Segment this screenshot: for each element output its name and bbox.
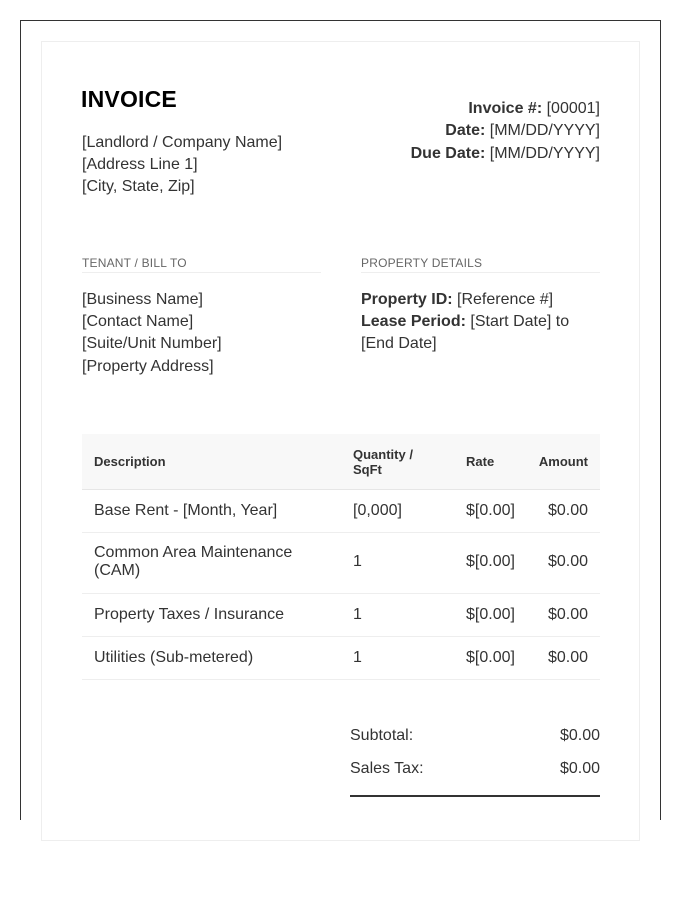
due-date-label: Due Date: bbox=[410, 145, 486, 162]
totals-divider bbox=[350, 795, 600, 797]
table-header bbox=[82, 434, 600, 490]
row-description: Utilities (Sub-metered) bbox=[94, 649, 254, 666]
header-description: Description bbox=[94, 454, 166, 469]
header-quantity-line2: SqFt bbox=[353, 462, 382, 477]
landlord-city-state-zip: [City, State, Zip] bbox=[82, 178, 195, 195]
subtotal-label: Subtotal: bbox=[350, 727, 414, 744]
sales-tax-label: Sales Tax: bbox=[350, 760, 424, 777]
tenant-contact-name: [Contact Name] bbox=[82, 313, 194, 330]
invoice-date-value: [MM/DD/YYYY] bbox=[489, 122, 600, 139]
row-description bbox=[94, 544, 292, 580]
invoice-title: INVOICE bbox=[81, 86, 177, 112]
row-rate: $[0.00] bbox=[466, 606, 515, 623]
table-row bbox=[82, 490, 600, 533]
row-amount: $0.00 bbox=[547, 606, 588, 623]
lease-period-line bbox=[361, 313, 569, 331]
header-amount: Amount bbox=[538, 454, 588, 469]
invoice-date-line bbox=[445, 122, 600, 140]
lease-period-label: Lease Period: bbox=[361, 313, 466, 330]
row-rate: $[0.00] bbox=[466, 502, 515, 519]
row-description: Property Taxes / Insurance bbox=[94, 606, 285, 623]
tenant-divider bbox=[82, 272, 321, 273]
header-rate: Rate bbox=[466, 454, 495, 469]
table-row bbox=[82, 533, 600, 594]
row-amount: $0.00 bbox=[547, 502, 588, 519]
table-row bbox=[82, 637, 600, 680]
tenant-heading: TENANT / BILL TO bbox=[82, 256, 187, 270]
invoice-number-label: Invoice #: bbox=[468, 100, 543, 117]
row-amount: $0.00 bbox=[547, 553, 588, 570]
row-description-line2: (CAM) bbox=[94, 562, 141, 579]
property-divider bbox=[361, 272, 600, 273]
table-row bbox=[82, 594, 600, 637]
landlord-name: [Landlord / Company Name] bbox=[82, 134, 283, 151]
due-date-line bbox=[411, 145, 600, 163]
row-rate: $[0.00] bbox=[466, 553, 515, 570]
property-id-line bbox=[361, 291, 553, 309]
invoice-number-value: [00001] bbox=[546, 100, 600, 117]
row-amount: $0.00 bbox=[547, 649, 588, 666]
header-quantity bbox=[353, 447, 413, 477]
row-description: Base Rent - [Month, Year] bbox=[94, 502, 278, 519]
sales-tax-value: $0.00 bbox=[559, 760, 600, 777]
row-description-line1: Common Area Maintenance bbox=[94, 544, 293, 561]
landlord-address-line1: [Address Line 1] bbox=[82, 156, 198, 173]
lease-period-end: [End Date] bbox=[361, 335, 437, 352]
row-quantity: [0,000] bbox=[353, 502, 402, 519]
row-rate: $[0.00] bbox=[466, 649, 515, 666]
property-heading: PROPERTY DETAILS bbox=[361, 256, 483, 270]
lease-period-value: [Start Date] to bbox=[470, 313, 570, 330]
due-date-value: [MM/DD/YYYY] bbox=[489, 145, 600, 162]
header-quantity-line1: Quantity / bbox=[353, 447, 413, 462]
invoice-number-line bbox=[468, 100, 600, 118]
tenant-business-name: [Business Name] bbox=[82, 291, 203, 308]
invoice-date-label: Date: bbox=[445, 122, 486, 139]
tenant-property-address: [Property Address] bbox=[82, 358, 214, 375]
row-quantity: 1 bbox=[353, 649, 362, 666]
property-id-value: [Reference #] bbox=[457, 291, 554, 308]
property-id-label: Property ID: bbox=[361, 291, 453, 308]
row-quantity: 1 bbox=[353, 606, 362, 623]
row-quantity: 1 bbox=[353, 553, 362, 570]
tenant-suite-unit: [Suite/Unit Number] bbox=[82, 335, 222, 352]
subtotal-value: $0.00 bbox=[559, 727, 600, 744]
